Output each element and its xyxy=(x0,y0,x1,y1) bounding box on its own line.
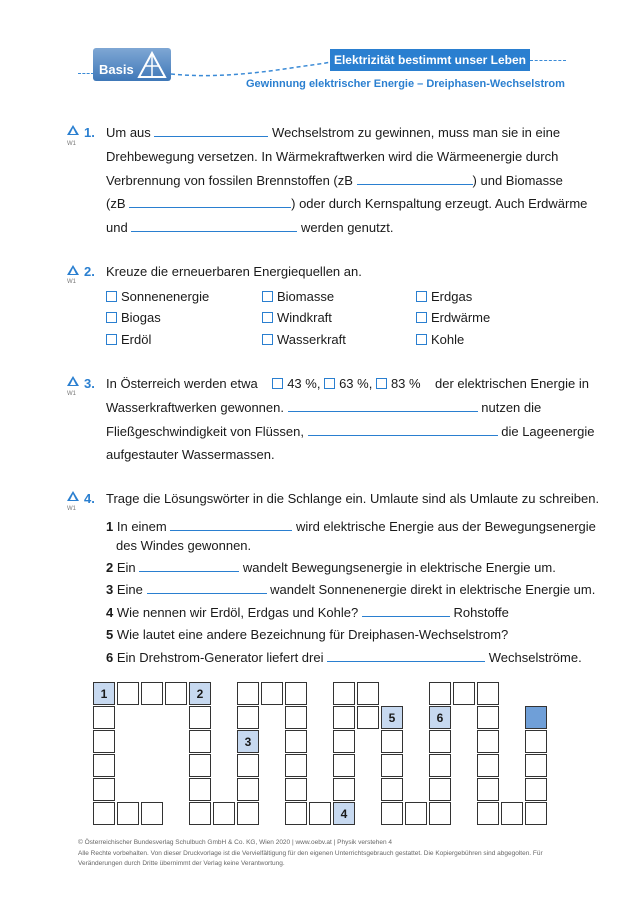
checkbox-option[interactable]: Wasserkraft xyxy=(262,332,346,347)
task3-line: aufgestauter Wassermassen. xyxy=(106,447,275,462)
task4-prompt: Trage die Lösungswörter in die Schlange ein. Umlaute sind als Umlaute zu schreiben. xyxy=(106,491,600,506)
grid-cell[interactable] xyxy=(285,706,307,729)
checkbox[interactable] xyxy=(272,378,283,389)
checkbox-option[interactable]: Sonnenenergie xyxy=(106,289,209,304)
answer-blank[interactable] xyxy=(288,410,478,412)
answer-blank[interactable] xyxy=(170,529,292,531)
grid-cell[interactable] xyxy=(93,802,115,825)
footer-copyright: © Österreichischer Bundesverlag Schulbuch GmbH & Co. KG, Wien 2020 | www.oebv.at | Physik verstehen 4 xyxy=(78,839,393,846)
grid-cell[interactable] xyxy=(381,754,403,777)
grid-cell[interactable] xyxy=(189,802,211,825)
grid-cell[interactable] xyxy=(477,754,499,777)
task1-line: Verbrennung von fossilen Brennstoffen (zB ) und Biomasse xyxy=(106,173,563,188)
grid-cell[interactable] xyxy=(189,706,211,729)
grid-cell[interactable] xyxy=(261,682,283,705)
triangle-logo-icon xyxy=(137,51,167,79)
grid-cell[interactable] xyxy=(189,754,211,777)
task3-line: Fließgeschwindigkeit von Flüssen, die Lageenergie xyxy=(106,424,595,439)
answer-blank[interactable] xyxy=(327,660,485,662)
grid-cell-end[interactable] xyxy=(525,706,547,729)
level-label: W1 xyxy=(67,391,76,397)
question-1: 1 In einem wird elektrische Energie aus der Bewegungsenergie xyxy=(106,519,596,534)
checkbox[interactable] xyxy=(106,291,117,302)
task-number: 4. xyxy=(84,491,95,506)
grid-cell[interactable] xyxy=(141,802,163,825)
grid-cell[interactable] xyxy=(357,706,379,729)
grid-cell[interactable] xyxy=(237,706,259,729)
question-3: 3 Eine wandelt Sonnenenergie direkt in elektrische Energie um. xyxy=(106,582,596,597)
question-2: 2 Ein wandelt Bewegungsenergie in elektrische Energie um. xyxy=(106,560,556,575)
answer-blank[interactable] xyxy=(308,434,498,436)
task1-line: Um aus Wechselstrom zu gewinnen, muss man sie in eine xyxy=(106,125,561,140)
grid-cell[interactable] xyxy=(213,802,235,825)
header-dash-left xyxy=(78,73,94,74)
grid-cell[interactable] xyxy=(333,682,355,705)
grid-cell[interactable] xyxy=(333,730,355,753)
grid-cell[interactable] xyxy=(357,682,379,705)
grid-cell[interactable] xyxy=(285,802,307,825)
grid-cell[interactable] xyxy=(477,730,499,753)
grid-cell-numbered[interactable]: 1 xyxy=(93,682,115,705)
grid-cell[interactable] xyxy=(189,778,211,801)
grid-cell[interactable] xyxy=(453,682,475,705)
grid-cell[interactable] xyxy=(237,778,259,801)
page-subtitle: Gewinnung elektrischer Energie – Dreiphasen-Wechselstrom xyxy=(246,78,565,90)
grid-cell[interactable] xyxy=(333,706,355,729)
grid-cell[interactable] xyxy=(333,754,355,777)
grid-cell[interactable] xyxy=(525,778,547,801)
task3-line: Wasserkraftwerken gewonnen. nutzen die xyxy=(106,400,542,415)
task2-prompt: Kreuze die erneuerbaren Energiequellen an. xyxy=(106,264,362,279)
checkbox-option[interactable]: Erdgas xyxy=(416,289,472,304)
question-4: 4 Wie nennen wir Erdöl, Erdgas und Kohle? Rohstoffe xyxy=(106,605,509,620)
task1-line: (zB ) oder durch Kernspaltung erzeugt. Auch Erdwärme xyxy=(106,196,588,211)
basis-logo: Basis xyxy=(93,48,171,81)
level-triangle-icon xyxy=(66,264,80,276)
footer-disclaimer: Veränderungen durch Dritte übernimmt der Verlag keine Verantwortung. xyxy=(78,860,285,867)
grid-cell[interactable] xyxy=(141,682,163,705)
header-dash-right xyxy=(530,60,566,61)
checkbox[interactable] xyxy=(416,334,427,345)
grid-cell[interactable] xyxy=(117,682,139,705)
grid-cell[interactable] xyxy=(285,730,307,753)
task-number: 3. xyxy=(84,376,95,391)
grid-cell[interactable] xyxy=(477,706,499,729)
grid-cell[interactable] xyxy=(525,754,547,777)
grid-cell[interactable] xyxy=(429,754,451,777)
grid-cell[interactable] xyxy=(381,802,403,825)
grid-cell-numbered[interactable]: 4 xyxy=(333,802,355,825)
level-label: W1 xyxy=(67,279,76,285)
answer-blank[interactable] xyxy=(362,615,450,617)
checkbox-option[interactable]: Erdöl xyxy=(106,332,151,347)
grid-cell[interactable] xyxy=(93,754,115,777)
grid-cell[interactable] xyxy=(237,802,259,825)
grid-cell[interactable] xyxy=(93,730,115,753)
grid-cell[interactable] xyxy=(285,778,307,801)
checkbox-option[interactable]: Biogas xyxy=(106,310,161,325)
grid-cell[interactable] xyxy=(525,730,547,753)
grid-cell[interactable] xyxy=(117,802,139,825)
checkbox[interactable] xyxy=(262,334,273,345)
task-number: 2. xyxy=(84,264,95,279)
grid-cell[interactable] xyxy=(309,802,331,825)
level-label: W1 xyxy=(67,506,76,512)
answer-blank[interactable] xyxy=(147,592,267,594)
grid-cell[interactable] xyxy=(405,802,427,825)
grid-cell[interactable] xyxy=(477,802,499,825)
checkbox[interactable] xyxy=(262,312,273,323)
grid-cell[interactable] xyxy=(333,778,355,801)
grid-cell[interactable] xyxy=(237,754,259,777)
question-6: 6 Ein Drehstrom-Generator liefert drei Wechselströme. xyxy=(106,650,582,665)
checkbox-option[interactable]: Kohle xyxy=(416,332,464,347)
checkbox[interactable] xyxy=(106,334,117,345)
level-triangle-icon xyxy=(66,124,80,136)
checkbox[interactable] xyxy=(376,378,387,389)
grid-cell[interactable] xyxy=(93,778,115,801)
checkbox-option[interactable]: Erdwärme xyxy=(416,310,490,325)
task-number: 1. xyxy=(84,125,95,140)
answer-blank[interactable] xyxy=(139,570,239,572)
question-1-cont: des Windes gewonnen. xyxy=(116,538,252,553)
answer-blank[interactable] xyxy=(131,230,297,232)
grid-cell-numbered[interactable]: 5 xyxy=(381,706,403,729)
answer-blank[interactable] xyxy=(129,206,291,208)
checkbox[interactable] xyxy=(324,378,335,389)
level-label: W1 xyxy=(67,141,76,147)
level-triangle-icon xyxy=(66,375,80,387)
level-triangle-icon xyxy=(66,490,80,502)
answer-blank[interactable] xyxy=(154,135,268,137)
grid-cell[interactable] xyxy=(429,730,451,753)
grid-cell[interactable] xyxy=(477,778,499,801)
grid-cell[interactable] xyxy=(501,802,523,825)
grid-cell[interactable] xyxy=(93,706,115,729)
question-5: 5 Wie lautet eine andere Bezeichnung für Dreiphasen-Wechselstrom? xyxy=(106,627,509,642)
answer-blank[interactable] xyxy=(357,183,473,185)
grid-cell[interactable] xyxy=(525,802,547,825)
grid-cell[interactable] xyxy=(189,730,211,753)
task1-line: Drehbewegung versetzen. In Wärmekraftwerken wird die Wärmeenergie durch xyxy=(106,149,559,164)
footer-rights: Alle Rechte vorbehalten. Von dieser Druckvorlage ist die Vervielfältigung für den eigenen Unterrichtsgebrauch gestattet. Die Kopiergebühren sind abgegolten. Für xyxy=(78,850,543,857)
grid-cell[interactable] xyxy=(237,682,259,705)
checkbox[interactable] xyxy=(416,312,427,323)
grid-cell[interactable] xyxy=(285,682,307,705)
checkbox[interactable] xyxy=(106,312,117,323)
grid-cell[interactable] xyxy=(429,682,451,705)
grid-cell[interactable] xyxy=(165,682,187,705)
grid-cell[interactable] xyxy=(429,778,451,801)
task3-line: In Österreich werden etwa 43 %, 63 %, 83 % der elektrischen Energie in xyxy=(106,376,589,391)
checkbox-option[interactable]: Biomasse xyxy=(262,289,334,304)
checkbox[interactable] xyxy=(416,291,427,302)
grid-cell-numbered[interactable]: 3 xyxy=(237,730,259,753)
grid-cell[interactable] xyxy=(477,682,499,705)
grid-cell[interactable] xyxy=(285,754,307,777)
checkbox[interactable] xyxy=(262,291,273,302)
grid-cell[interactable] xyxy=(381,778,403,801)
checkbox-option[interactable]: Windkraft xyxy=(262,310,332,325)
topic-banner: Elektrizität bestimmt unser Leben xyxy=(330,49,530,71)
grid-cell-numbered[interactable]: 6 xyxy=(429,706,451,729)
grid-cell[interactable] xyxy=(381,730,403,753)
grid-cell[interactable] xyxy=(429,802,451,825)
grid-cell-numbered[interactable]: 2 xyxy=(189,682,211,705)
task1-line: und werden genutzt. xyxy=(106,220,394,235)
